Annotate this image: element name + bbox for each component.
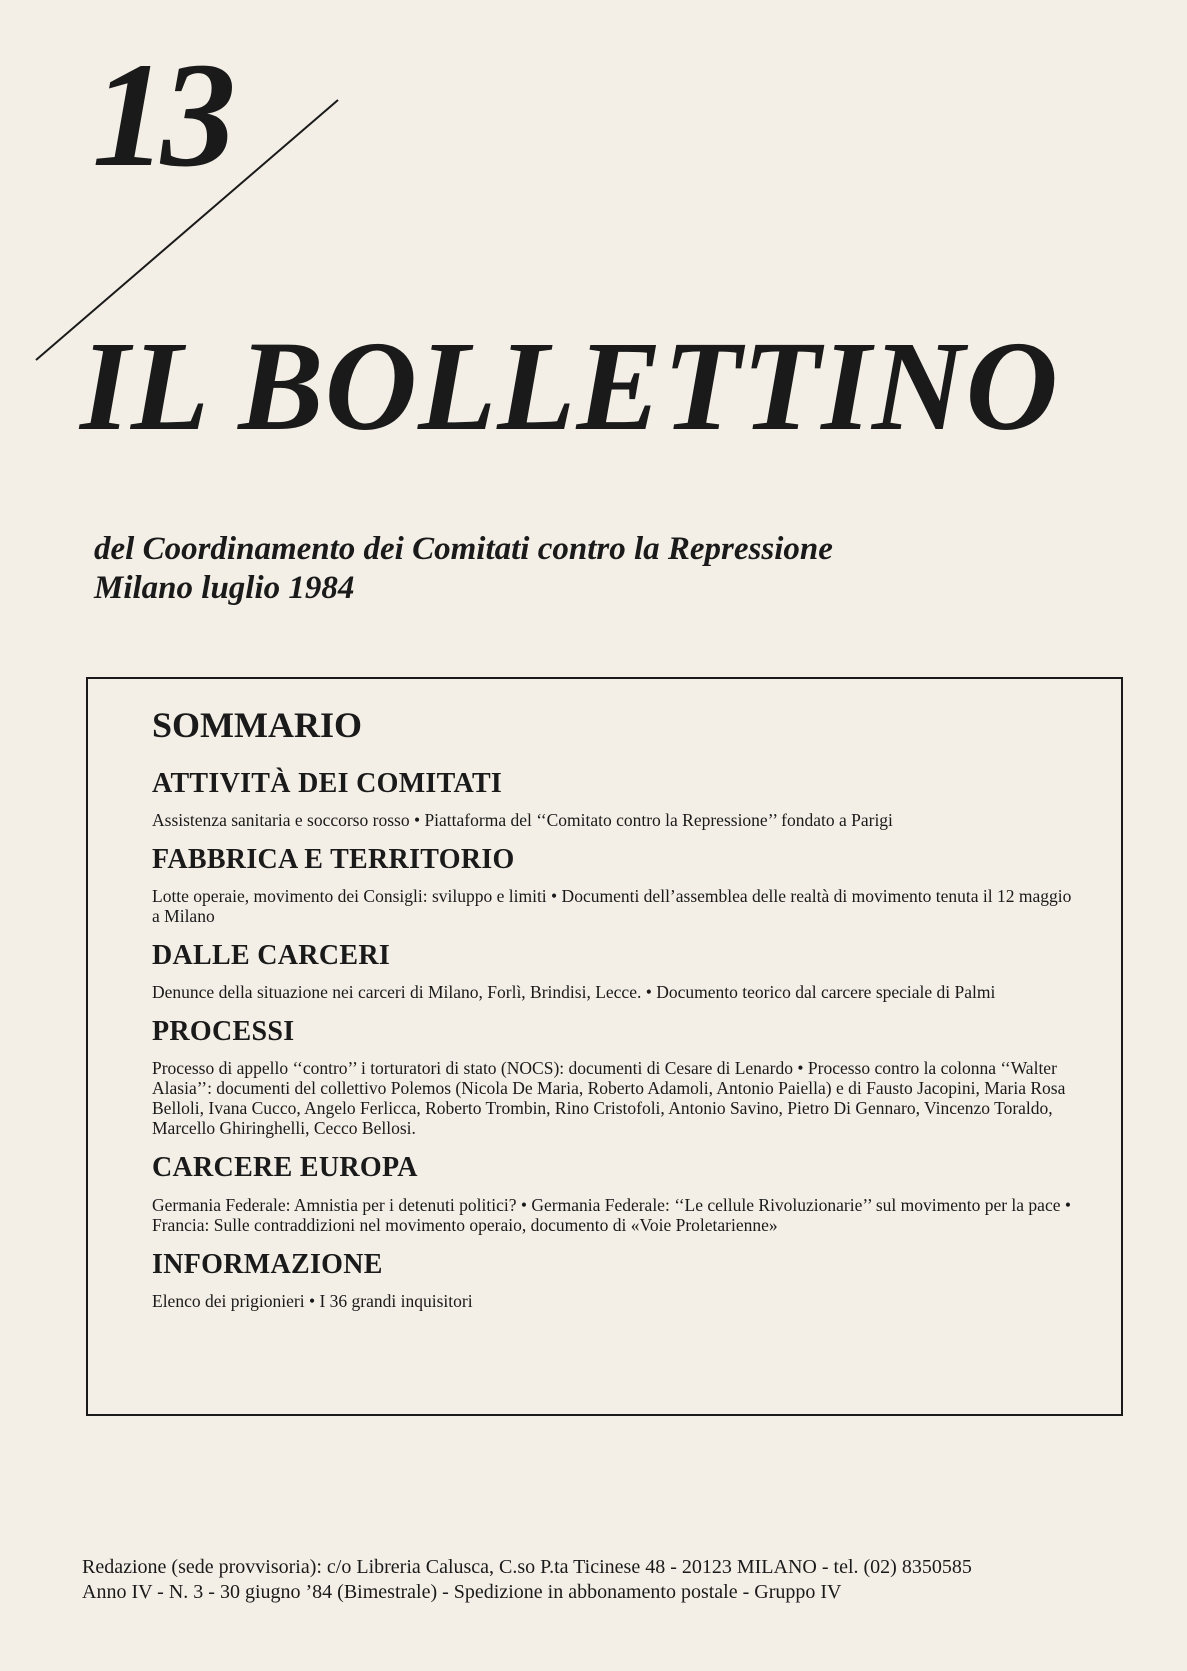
summary-section bbox=[152, 1016, 1082, 1138]
summary-section bbox=[152, 844, 1082, 926]
section-text: Processo di appello ‘‘contro’’ i torturatori di stato (NOCS): documenti di Cesare di Lenardo • Processo contro la colonna ‘‘Walter Alasia’’: documenti del collettivo Polemos (Nicola De Maria, Roberto Adamoli, Antonio Paiella) e di Fausto Jacopini, Maria Rosa Belloli, Ivana Cucco, Angelo Ferlicca, Roberto Trombin, Rino Cristofoli, Antonio Savino, Pietro Di Gennaro, Vincenzo Toraldo, Marcello Ghiringhelli, Cecco Bellosi. bbox=[152, 1058, 1066, 1139]
summary-section bbox=[152, 940, 1082, 1002]
summary-title: SOMMARIO bbox=[152, 705, 362, 745]
section-text: Lotte operaie, movimento dei Consigli: sviluppo e limiti • Documenti dell’assemblea delle realtà di movimento tenuta il 12 maggio a Milano bbox=[152, 885, 1072, 926]
subtitle-organization: del Coordinamento dei Comitati contro la Repressione bbox=[94, 531, 833, 567]
section-title: ATTIVITÀ DEI COMITATI bbox=[152, 767, 503, 799]
summary-box bbox=[86, 677, 1123, 1416]
section-text: Elenco dei prigionieri • I 36 grandi inquisitori bbox=[152, 1290, 473, 1311]
issue-number: 13 bbox=[92, 32, 230, 198]
subtitle bbox=[94, 530, 833, 608]
summary-section bbox=[152, 1249, 1082, 1311]
subtitle-date: Milano luglio 1984 bbox=[94, 570, 355, 606]
footer-editorial-address: Redazione (sede provvisoria): c/o Libreria Calusca, C.so P.ta Ticinese 48 - 20123 MILANO - tel. (02) 8350585 bbox=[82, 1556, 972, 1578]
section-title: PROCESSI bbox=[152, 1016, 295, 1048]
section-title: INFORMAZIONE bbox=[152, 1248, 383, 1280]
masthead-title: IL BOLLETTINO bbox=[80, 315, 1059, 457]
section-title: FABBRICA E TERRITORIO bbox=[152, 843, 515, 875]
footer-publication-info: Anno IV - N. 3 - 30 giugno ’84 (Bimestrale) - Spedizione in abbonamento postale - Gruppo IV bbox=[82, 1581, 842, 1603]
section-text: Denunce della situazione nei carceri di Milano, Forlì, Brindisi, Lecce. • Documento teorico dal carcere speciale di Palmi bbox=[152, 982, 996, 1003]
section-text: Assistenza sanitaria e soccorso rosso • Piattaforma del ‘‘Comitato contro la Repressione’’ fondato a Parigi bbox=[152, 809, 893, 830]
section-text: Germania Federale: Amnistia per i detenuti politici? • Germania Federale: ‘‘Le cellule Rivoluzionarie’’ sul movimento per la pace • Francia: Sulle contraddizioni nel movimento operaio, documento di «Voie Proletarienne» bbox=[152, 1194, 1071, 1235]
summary-section bbox=[152, 1152, 1082, 1234]
footer-imprint bbox=[82, 1555, 972, 1605]
section-title: CARCERE EUROPA bbox=[152, 1152, 418, 1184]
section-title: DALLE CARCERI bbox=[152, 939, 391, 971]
summary-section bbox=[152, 768, 1082, 830]
summary-content bbox=[152, 706, 1082, 1325]
